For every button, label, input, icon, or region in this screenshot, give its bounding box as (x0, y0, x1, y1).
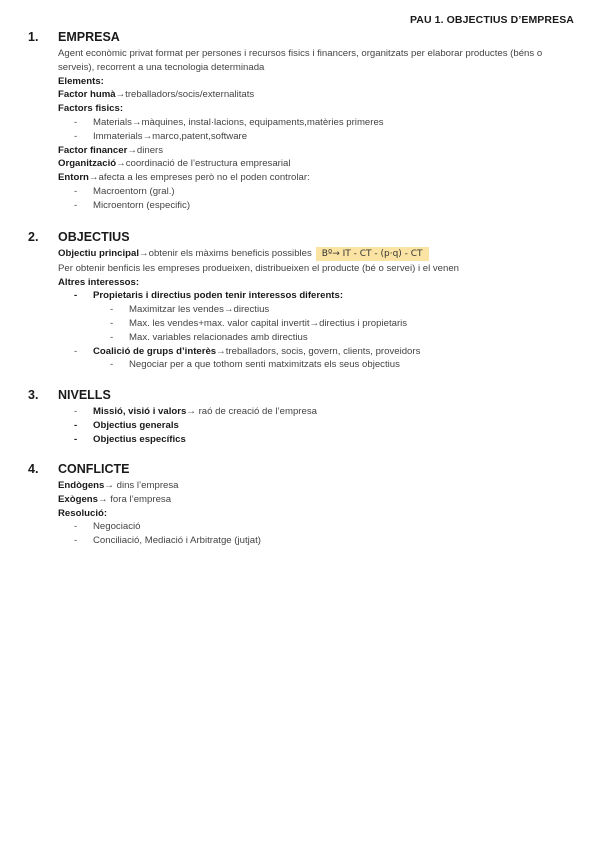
section-title: OBJECTIUS (58, 230, 130, 244)
list-item-text: Max. variables relacionades amb directius (129, 331, 308, 343)
list-item-text: Conciliació, Mediació i Arbitratge (jutjat) (93, 535, 261, 547)
dash: - (110, 304, 114, 316)
factors-fisics-label: Factors fisics: (58, 103, 124, 115)
organitzacio-label: Organització (58, 158, 117, 170)
page-header: PAU 1. OBJECTIUS D’EMPRESA (409, 14, 574, 26)
highlighted-formula: Bº→ IT - CT - (p·q) - CT (316, 247, 429, 261)
list-item (74, 405, 578, 419)
list-item (74, 289, 578, 303)
list-item-text: Negociar per a que tothom senti matximitzats els seus objectius (129, 359, 400, 371)
section-number: 2. (28, 230, 39, 244)
list-item (110, 303, 578, 317)
section-number: 4. (28, 462, 39, 476)
dash: - (74, 290, 78, 302)
list-item-text: Immaterials→marco,patent,software (93, 130, 248, 142)
list-item (74, 130, 578, 144)
benefits-text: Per obtenir benficis les empreses produeixen, distribueixen el producte (bé o servei) i el venen (58, 262, 460, 274)
section-nivells (28, 388, 578, 446)
list-item (74, 433, 578, 447)
dash: - (110, 331, 114, 343)
list-item (74, 199, 578, 213)
list-item (110, 331, 578, 345)
section-number: 3. (28, 388, 39, 402)
list-item-text: Macroentorn (gral.) (93, 185, 175, 197)
entorn-text: →afecta a les empreses però no el poden controlar: (88, 172, 310, 184)
list-item-text: Objectius específics (93, 433, 186, 445)
section-heading (28, 388, 578, 402)
list-item (74, 520, 578, 534)
list-item-text: Materials→màquines, instal·lacions, equipaments,matèries primeres (93, 116, 384, 128)
endogens-text: → dins l’empresa (104, 480, 179, 491)
dash: - (74, 116, 78, 128)
dash: - (74, 535, 78, 547)
section-heading (28, 462, 578, 476)
entorn-label: Entorn (58, 172, 89, 184)
dash: - (74, 185, 78, 197)
definition-text: Agent econòmic privat format per persones i recursos fisics i financers, organitzats per elaborar productes (béns o serveis), recorrent a una tecnologia determinada (58, 48, 543, 73)
coalicio-text: →treballadors, socis, govern, clients, proveidors (216, 345, 421, 357)
objectiu-principal-label: Objectiu principal (58, 248, 140, 259)
section-body (58, 405, 578, 446)
section-title: CONFLICTE (58, 462, 130, 476)
exogens-text: → fora l’empresa (98, 493, 172, 505)
list-item (74, 534, 578, 548)
factor-financer-text: →diners (127, 144, 164, 156)
factor-huma-label: Factor humà (58, 89, 116, 101)
section-empresa (28, 30, 578, 213)
elements-label: Elements: (58, 75, 104, 87)
dash: - (110, 317, 114, 329)
factor-financer-label: Factor financer (58, 144, 128, 156)
dash: - (74, 406, 78, 417)
section-title: EMPRESA (58, 30, 120, 44)
list-item (74, 116, 578, 130)
section-body (58, 47, 578, 213)
list-item-text: Microentorn (especific) (93, 199, 191, 211)
list-item-text: Propietaris i directius poden tenir interessos diferents: (93, 290, 344, 302)
dash: - (74, 130, 78, 142)
list-item (74, 185, 578, 199)
list-item (74, 419, 578, 433)
list-item (74, 345, 578, 359)
section-number: 1. (28, 30, 39, 44)
list-item (110, 317, 578, 331)
dash: - (74, 433, 78, 445)
organitzacio-text: →coordinació de l’estructura empresarial (116, 158, 291, 170)
section-objectius (28, 230, 578, 372)
altres-interessos-label: Altres interessos: (58, 276, 140, 288)
section-conflicte (28, 462, 578, 548)
section-heading (28, 230, 578, 244)
list-item-text: Objectius generals (93, 419, 179, 431)
section-body (58, 479, 578, 548)
endogens-label: Endògens (58, 480, 105, 491)
list-item-text: Max. les vendes+max. valor capital invertit→directius i propietaris (129, 317, 408, 329)
dash: - (74, 521, 78, 533)
missio-text: → raó de creació de l’empresa (186, 406, 317, 417)
dash: - (110, 359, 114, 371)
dash: - (74, 199, 78, 211)
list-item-text: Negociació (93, 521, 141, 533)
section-heading (28, 30, 578, 44)
factor-huma-text: →treballadors/socis/externalitats (115, 89, 255, 101)
resolucio-label: Resolució: (58, 507, 108, 519)
list-item (110, 358, 578, 372)
objectiu-principal-text: →obtenir els màxims beneficis possibles (139, 248, 312, 259)
section-title: NIVELLS (58, 388, 111, 402)
dash: - (74, 345, 78, 357)
missio-label: Missió, visió i valors (93, 406, 187, 417)
exogens-label: Exògens (58, 493, 98, 505)
coalicio-label: Coalició de grups d’interès (93, 345, 217, 357)
section-body (58, 247, 578, 372)
list-item-text: Maximitzar les vendes→directius (129, 304, 270, 316)
dash: - (74, 419, 78, 431)
